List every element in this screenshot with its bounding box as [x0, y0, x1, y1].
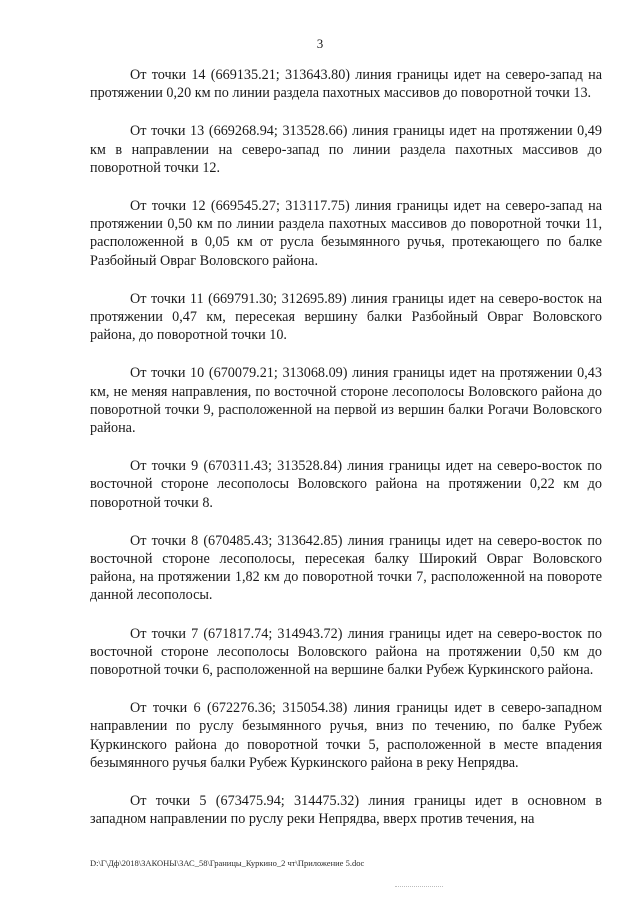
footer-file-path: D:\Г\Дф\2018\ЗАКОНЫ\ЗАС_58\Границы_Куркино_2 чт\Приложение 5.doc	[90, 858, 365, 868]
paragraph-point-14: От точки 14 (669135.21; 313643.80) линия границы идет на северо-запад на протяжении 0,20 км по линии раздела пахотных массивов до поворотной точки 13.	[90, 67, 602, 102]
document-body	[90, 66, 602, 849]
paragraph-point-8: От точки 8 (670485.43; 313642.85) линия границы идет на северо-восток по восточной стороне лесополосы, пересекая балку Широкий Овраг Воловского района, на протяжении 1,82 км до поворотной точки 7, расположенной на повороте данной лесополосы.	[90, 532, 602, 604]
footer-scan-mark	[395, 886, 443, 887]
paragraph-point-10: От точки 10 (670079.21; 313068.09) линия границы идет на протяжении 0,43 км, не меняя направления, по восточной стороне лесополосы Воловского района до поворотной точки 9, расположенной на первой из вершин балки Рогачи Воловского района.	[90, 365, 602, 437]
paragraph-point-13: От точки 13 (669268.94; 313528.66) линия границы идет на протяжении 0,49 км в направлении на северо-запад по линии раздела пахотных массивов до поворотной точки 12.	[90, 123, 602, 176]
paragraph-point-9: От точки 9 (670311.43; 313528.84) линия границы идет на северо-восток по восточной стороне лесополосы Воловского района на протяжении 0,22 км до поворотной точки 8.	[90, 458, 602, 511]
paragraph-point-11: От точки 11 (669791.30; 312695.89) линия границы идет на северо-восток на протяжении 0,47 км, пересекая вершину балки Разбойный Овраг Воловского района, до поворотной точки 10.	[90, 290, 602, 344]
page-number: 3	[316, 36, 324, 51]
paragraph-point-7: От точки 7 (671817.74; 314943.72) линия границы идет на северо-восток по восточной стороне лесополосы Воловского района на протяжении 0,50 км до поворотной точки 6, расположенной на вершине балки Рубеж Куркинского района.	[90, 625, 602, 679]
paragraph-point-12: От точки 12 (669545.27; 313117.75) линия границы идет на северо-запад на протяжении 0,50 км по линии раздела пахотных массивов до поворотной точки 11, расположенной в 0,05 км от русла безымянного ручья, протекающего по балке Разбойный Овраг Воловского района.	[90, 198, 602, 269]
paragraph-point-6: От точки 6 (672276.36; 315054.38) линия границы идет в северо-западном направлении по руслу безымянного ручья, вниз по течению, по балке Рубеж Куркинского района до поворотной точки 5, расположенной в месте впадения безымянного ручья балки Рубеж Куркинского района в реку Непрядва.	[90, 700, 602, 771]
paragraph-point-5: От точки 5 (673475.94; 314475.32) линия границы идет в основном в западном направлении по руслу реки Непрядва, вверх против течения, на	[90, 793, 602, 828]
